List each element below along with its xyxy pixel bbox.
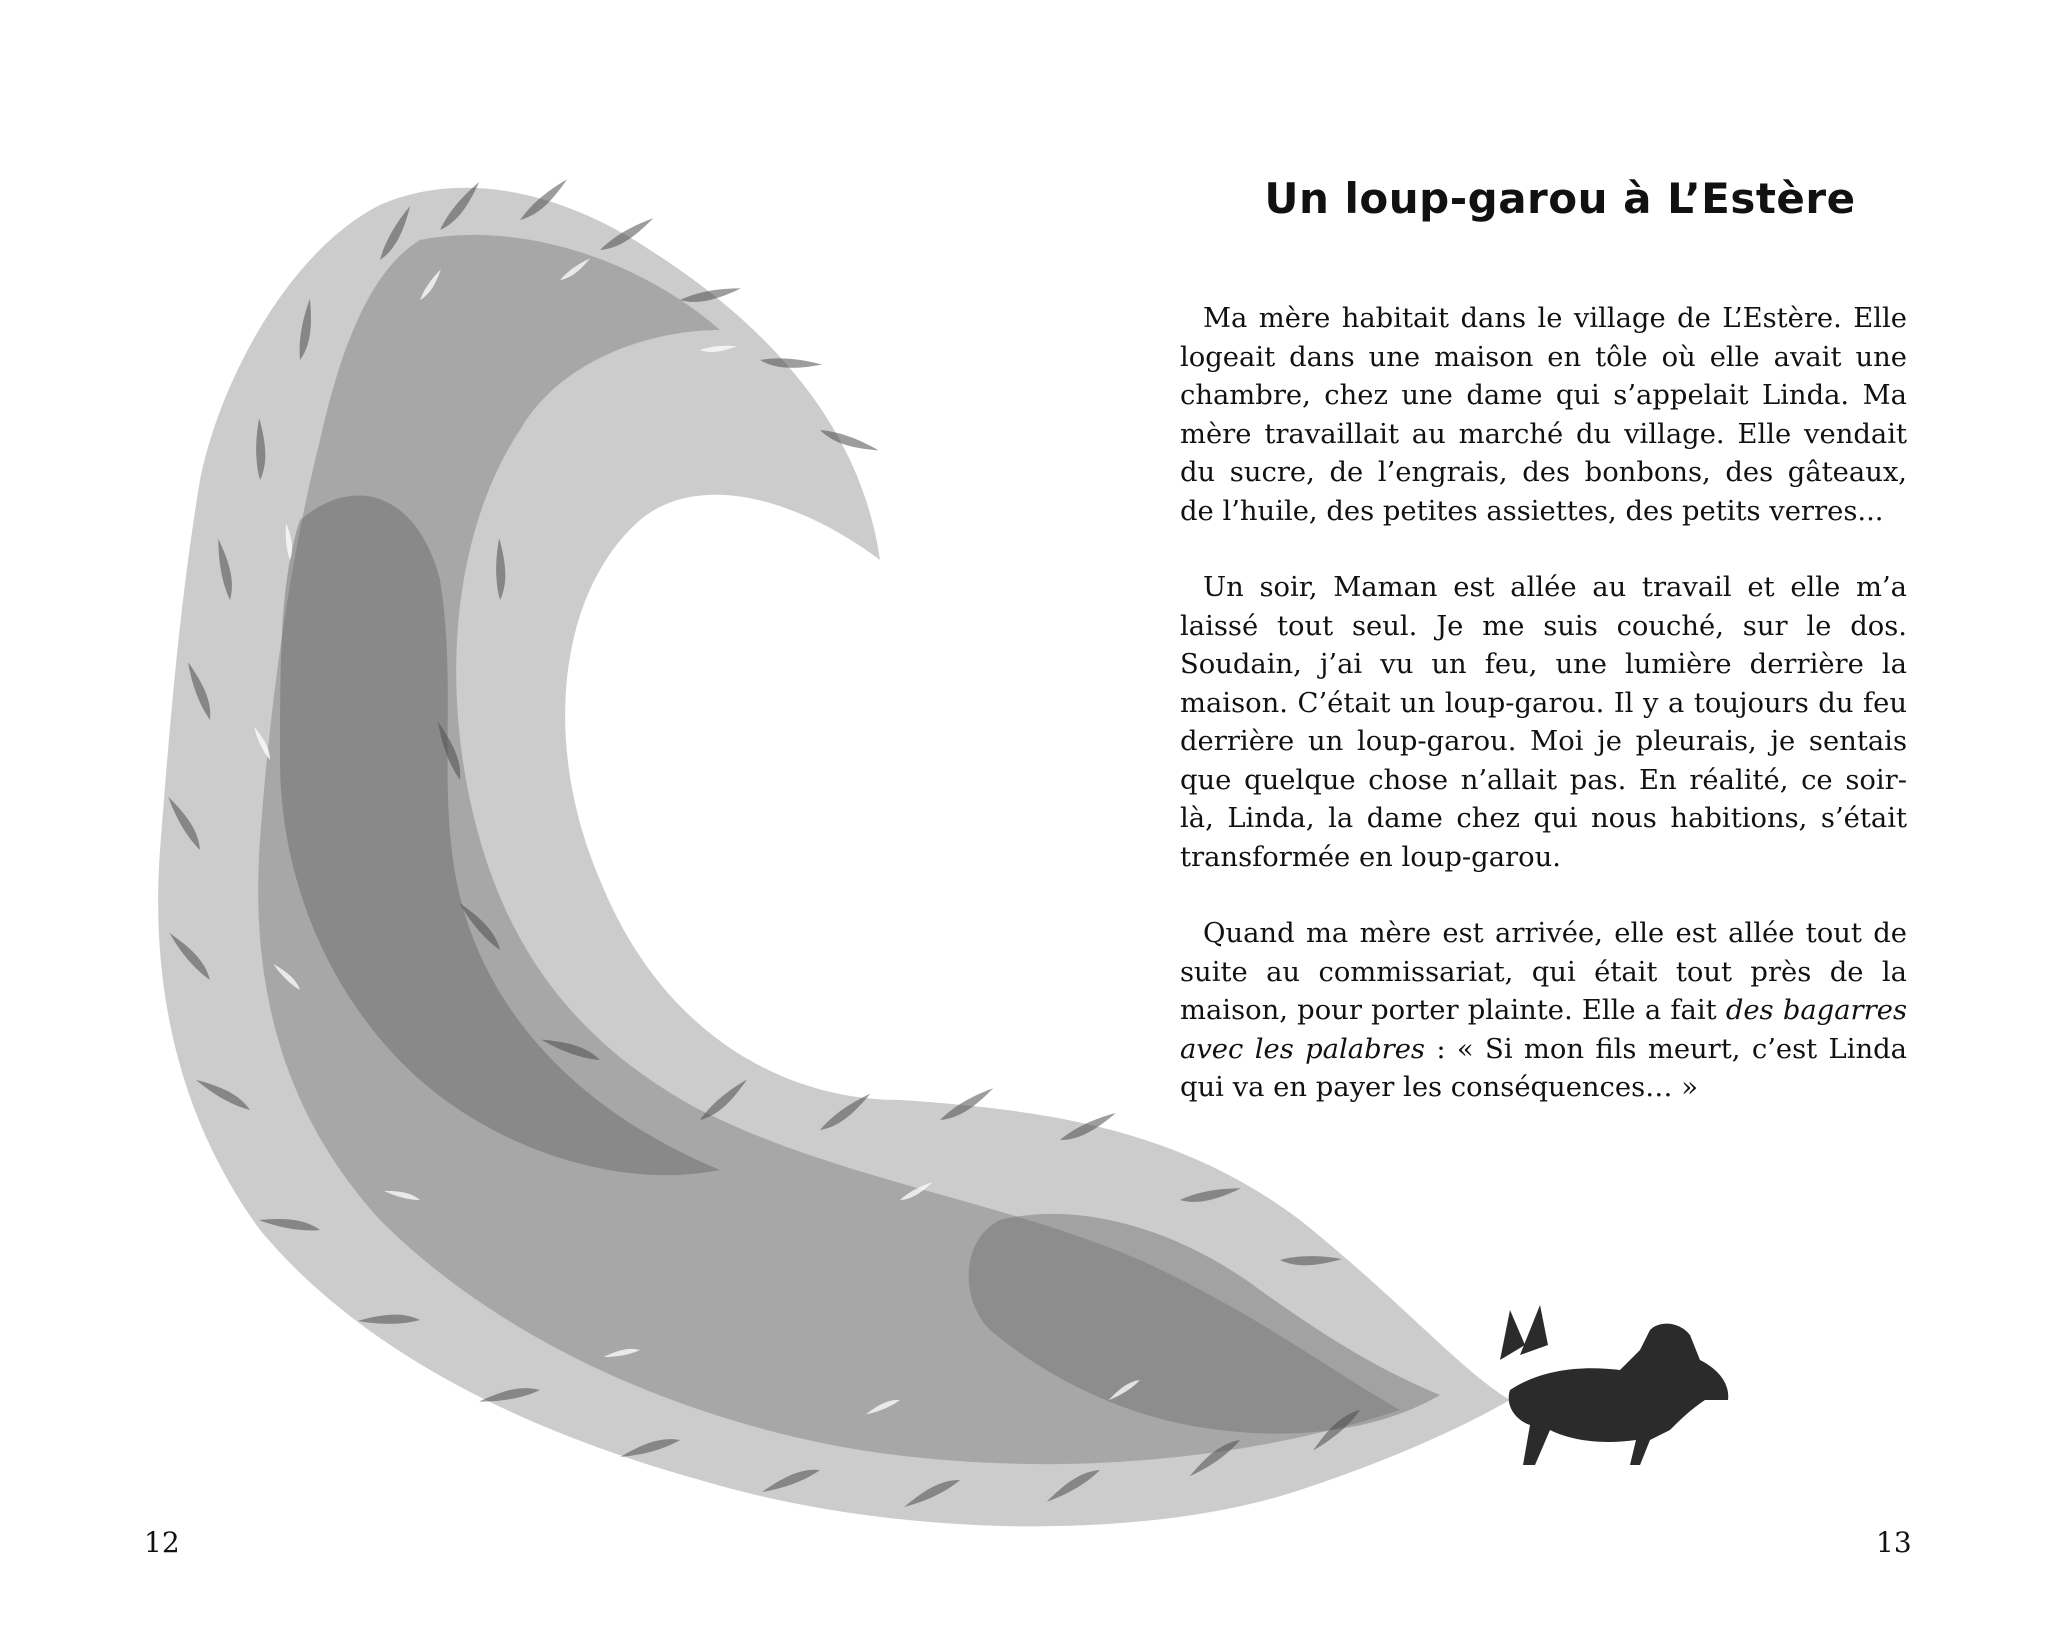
story-text <box>1180 300 1907 1108</box>
page-number-right: 13 <box>1876 1526 1912 1559</box>
chapter-title: Un loup-garou à L’Estère <box>1264 174 1856 224</box>
paragraph-3-part-2: : « Si mon fils meurt, c’est Linda qui va en payer les conséquences… » <box>1180 1033 1907 1103</box>
paragraph-2: Un soir, Maman est allée au travail et elle m’a laissé tout seul. Je me suis couché, sur le dos. Soudain, j’ai vu un feu, une lumière derrière la maison. C’était un loup-garou. Il y a toujours du feu derrière un loup-garou. Moi je pleurais, je sentais que quelque chose n’allait pas. En réalité, ce soir-là, Linda, la dame chez qui nous habitions, s’était transformée en loup-garou. <box>1180 572 1907 873</box>
paragraph-3-part-1: Quand ma mère est arrivée, elle est allée tout de suite au commissariat, qui était tout près de la maison, pour porter plainte. Elle a fait <box>1180 918 1907 1026</box>
page-number-left: 12 <box>144 1526 180 1559</box>
wolf-figure <box>1500 1305 1728 1465</box>
paragraph-3 <box>1180 915 1907 1108</box>
paragraph-1: Ma mère habitait dans le village de L’Estère. Elle logeait dans une maison en tôle où elle avait une chambre, chez une dame qui s’appelait Linda. Ma mère travaillait au marché du village. Elle vendait du sucre, de l’engrais, des bonbons, des gâteaux, de l’huile, des petites assiettes, des petits verres... <box>1180 303 1907 527</box>
paragraph-3-italic-phrase: des bagarres avec les palabres <box>1180 995 1907 1065</box>
